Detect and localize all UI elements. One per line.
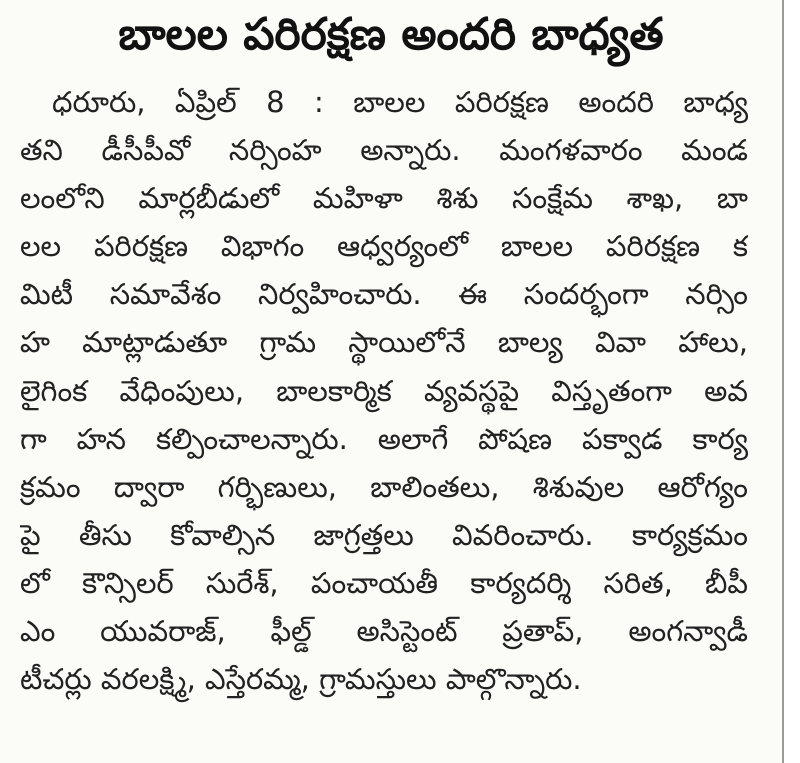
article-line: లో కౌన్సిలర్ సురేశ్, పంచాయతీ కార్యదర్శి సరిత, బీపీ [20, 565, 748, 600]
article-line: ధరూరు, ఏప్రిల్ 8 : బాలల పరిరక్షణ అందరి బాధ్య [52, 85, 748, 119]
headline: బాలల పరిరక్షణ అందరి బాధ్యత [118, 9, 664, 60]
article-line: పై తీసు కోవాల్సిన జాగ్రత్తలు వివరించారు. కార్యక్రమం [20, 517, 748, 552]
page-margin [784, 0, 800, 763]
article-line: ఎం యువరాజ్, ఫీల్డ్ అసిస్టెంట్ ప్రతాప్, అంగన్వాడీ [20, 614, 748, 649]
article-line: క్రమం ద్వారా గర్భిణులు, బాలింతలు, శిశువుల ఆరోగ్యం [20, 469, 748, 504]
article-line: తని డీసీపీవో నర్సింహ అన్నారు. మంగళవారం మండ [20, 133, 748, 168]
article-line: హ మాట్లాడుతూ గ్రామ స్థాయిలోనే బాల్య వివా హాలు, [20, 325, 748, 360]
article-line: లల పరిరక్షణ విభాగం ఆధ్వర్యంలో బాలల పరిరక్షణ క [20, 229, 748, 264]
article-line: మిటీ సమావేశం నిర్వహించారు. ఈ సందర్భంగా నర్సిం [20, 277, 748, 312]
article-line: లంలోని మార్లబీడులో మహిళా శిశు సంక్షేమ శాఖ, బా [20, 181, 748, 216]
article-body [20, 78, 748, 703]
article-line: లైగింక వేధింపులు, బాలకార్మిక వ్యవస్థపై విస్తృతంగా అవ [20, 373, 748, 408]
article-line: గా హన కల్పించాలన్నారు. అలాగే పోషణ పక్వాడ కార్య [20, 421, 748, 456]
article-line: టీచర్లు వరలక్ష్మి, ఎస్తేరమ్మ, గ్రామస్తులు పాల్గొన్నారు. [20, 662, 582, 697]
